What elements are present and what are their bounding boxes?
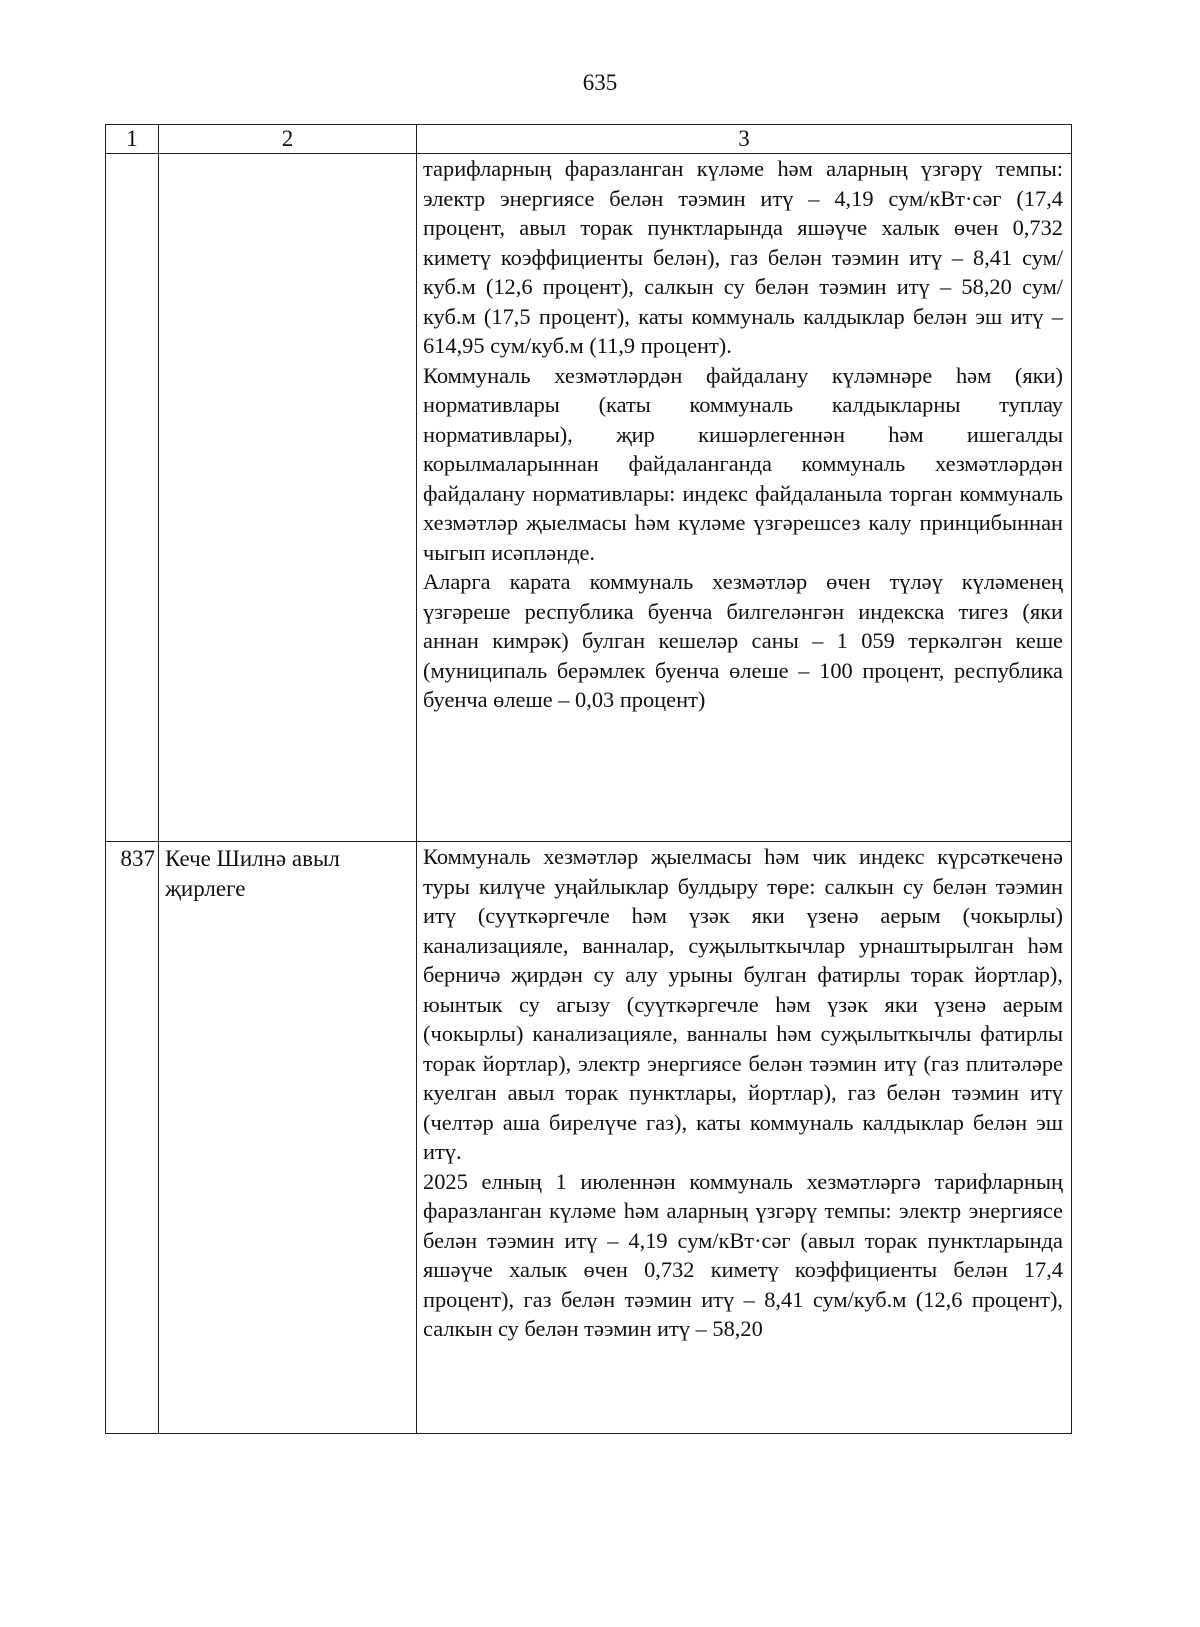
data-table <box>105 124 1072 1434</box>
description-cell <box>417 842 1072 1434</box>
paragraph: Коммуналь хезмәтләрдән файдалану күләмнәре һәм (яки) нормативлары (каты коммуналь калдыкларны туплау нормативлары), җир кишәрлегеннән һәм ишегалды корылмаларыннан файдаланганда коммуналь хезмәтләрдән файдалану нормативлары: индекс файдаланыла торган коммуналь хезмәтләр җыелмасы һәм күләме үзгәрешсез калу принцибыннан чыгып исәпләнде. <box>423 362 1063 565</box>
page-number: 635 <box>582 70 618 95</box>
settlement-name <box>159 154 417 842</box>
table-row <box>106 154 1072 842</box>
paragraph: Аларга карата коммуналь хезмәтләр өчен түләү күләменең үзгәреше республика буенча билгеләнгән индекска тигез (яки аннан кимрәк) булган кешеләр саны – 1 059 теркәлгән кеше (муниципаль берәмлек буенча өлеше – 100 процент, республика буенча өлеше – 0,03 процент) <box>423 569 1063 712</box>
paragraph: Коммуналь хезмәтләр җыелмасы һәм чик индекс күрсәткеченә туры килүче уңайлыклар булдыру төре: салкын су белән тәэмин итү (суүткәргечле һәм үзәк яки үзенә аерым (чокырлы) канализацияле, ванналар, суҗылыткычлар урнаштырылган һәм берничә җирдән су алу урыны булган фатирлы торак йортлар), юынтык су агызу (суүткәргечле һәм үзәк яки үзенә аерым (чокырлы) канализацияле, ванналы һәм суҗылыткычлы фатирлы торак йортлар), электр энергиясе белән тәэмин итү (газ плитәләре куелган авыл торак пунктлары, йортлар), газ белән тәэмин итү (челтәр аша бирелүче газ), каты коммуналь калдыклар белән эш итү. <box>423 844 1063 1164</box>
description-cell <box>417 154 1072 842</box>
table-header-row <box>106 125 1072 154</box>
row-number: 837 <box>106 842 159 1434</box>
header-col-1: 1 <box>106 125 159 154</box>
header-col-2: 2 <box>159 125 417 154</box>
settlement-name: Кече Шилнә авыл җирлеге <box>159 842 417 1434</box>
header-col-3: 3 <box>417 125 1072 154</box>
paragraph: 2025 елның 1 июленнән коммуналь хезмәтләргә тарифларның фаразланган күләме һәм аларның үзгәрү темпы: электр энергиясе белән тәэмин итү – 4,19 сум/кВт·сәг (авыл торак пунктларында яшәүче халык өчен 0,732 киметү коэффициенты белән 17,4 процент), газ белән тәэмин итү – 8,41 сум/куб.м (12,6 процент), салкын су белән тәэмин итү – 58,20 <box>423 1168 1063 1341</box>
row-number <box>106 154 159 842</box>
paragraph: тарифларның фаразланган күләме һәм аларның үзгәрү темпы: электр энергиясе белән тәэмин итү – 4,19 сум/кВт·сәг (17,4 процент, авыл торак пунктларында яшәүче халык өчен 0,732 киметү коэффициенты белән), газ белән тәэмин итү – 8,41 сум/куб.м (12,6 процент), салкын су белән тәэмин итү – 58,20 сум/куб.м (17,5 процент), каты коммуналь калдыклар белән эш итү – 614,95 сум/куб.м (11,9 процент). <box>423 156 1063 358</box>
table-row <box>106 842 1072 1434</box>
